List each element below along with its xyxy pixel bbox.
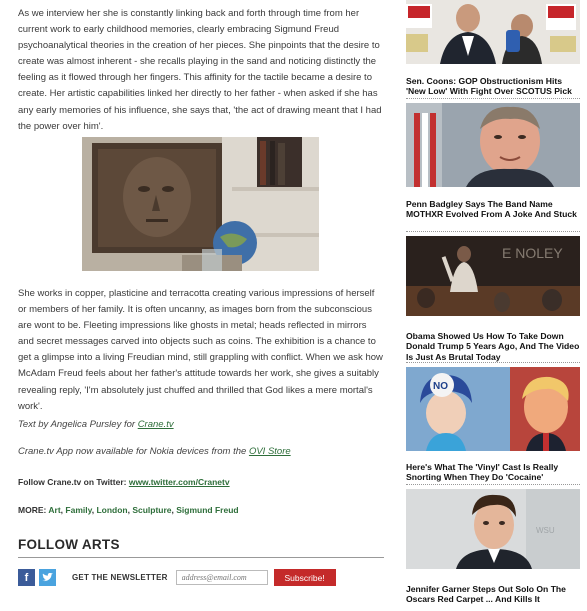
crane-tv-link[interactable]: Crane.tv	[137, 419, 174, 430]
more-tags: MORE: Art, Family, London, Sculpture, Sigmund Freud	[18, 505, 239, 515]
tag-link[interactable]: London	[96, 505, 128, 515]
follow-text: Follow Crane.tv on Twitter:	[18, 477, 129, 487]
email-field[interactable]	[176, 570, 268, 585]
divider	[406, 484, 580, 485]
facebook-icon[interactable]: f	[18, 569, 35, 586]
sidebar-headline[interactable]: Obama Showed Us How To Take Down Donald Trump 5 Years Ago, And The Video Is Just As Brutal Today	[406, 331, 580, 362]
follow-twitter	[18, 477, 230, 487]
article-paragraph: She works in copper, plasticine and terracotta creating various impressions of herself or members of her family. It is often uncanny, as images born from the subconscious are wont to be. Fleeting impressions like ghosts in metal; heads reflected in mirrors and secret messages carved into objects such as coins. The exhibition is a chance to get a glimpse into a living Freudian mind, still grappling with conflict. When we ask how McAdam Freud feels about her father's attitude towards her work, she gives a suitably revealing reply, 'I'm absolutely just chuffed and thrilled that God likes a mere mortal's work'.	[18, 288, 383, 412]
divider	[406, 98, 580, 99]
sidebar-thumbnail[interactable]	[406, 0, 580, 64]
social-bar	[18, 569, 336, 586]
svg-text:NO: NO	[433, 381, 448, 392]
divider	[18, 557, 384, 558]
article-photo	[82, 137, 319, 271]
credit-text: Text by Angelica Pursley for	[18, 419, 138, 430]
svg-text:E NOLEY: E NOLEY	[502, 245, 563, 261]
app-text: Crane.tv App now available for Nokia devices from the	[18, 446, 249, 457]
app-availability	[18, 446, 291, 457]
sidebar-headline[interactable]: Jennifer Garner Steps Out Solo On The Oscars Red Carpet ... And Kills It	[406, 584, 566, 605]
twitter-url-link[interactable]: www.twitter.com/Cranetv	[128, 477, 230, 487]
tag-link[interactable]: Sigmund Freud	[176, 505, 239, 515]
divider	[406, 362, 580, 363]
sidebar-thumbnail[interactable]	[406, 489, 580, 569]
sidebar-thumbnail[interactable]	[406, 236, 580, 316]
tag-link[interactable]: Sculpture	[132, 505, 172, 515]
subscribe-button[interactable]: Subscribe!	[274, 569, 336, 586]
sidebar-thumbnail[interactable]	[406, 367, 580, 451]
sidebar-headline[interactable]: Here's What The 'Vinyl' Cast Is Really Snorting When They Do 'Cocaine'	[406, 462, 559, 483]
newsletter-label: GET THE NEWSLETTER	[72, 573, 168, 582]
divider	[406, 231, 580, 232]
tag-link[interactable]: Art	[48, 505, 61, 515]
tag-link[interactable]: Family	[65, 505, 92, 515]
sidebar-headline[interactable]: Penn Badgley Says The Band Name MOTHXR Evolved From A Joke And Stuck	[406, 199, 577, 220]
follow-arts-heading: FOLLOW ARTS	[18, 537, 120, 552]
svg-text:WSU: WSU	[536, 526, 555, 535]
sidebar-headline[interactable]: Sen. Coons: GOP Obstructionism Hits 'New Low' With Fight Over SCOTUS Pick	[406, 76, 572, 97]
article-paragraph: As we interview her she is constantly linking back and forth through time from her current work to early childhood memories, clearly embracing Sigmund Freud psychoanalytical theories in the creation of her pieces. She pinpoints that the desire to create was almost inherent - she recalls playing in the sand and noticing distinctly the feeling as it flowed through her fingers. This affinity for the tactile became a desire to create. Her artistic capabilities linked her directly to her father - when asked if she has any early memories of his influence, she says that, 'the act of drawing meant that I had the power over him'.	[18, 8, 382, 132]
twitter-icon[interactable]	[39, 569, 56, 586]
sidebar-thumbnail[interactable]	[406, 103, 580, 187]
article-credit	[18, 419, 174, 430]
ovi-store-link[interactable]: OVI Store	[248, 446, 291, 457]
more-label: MORE:	[18, 505, 47, 515]
